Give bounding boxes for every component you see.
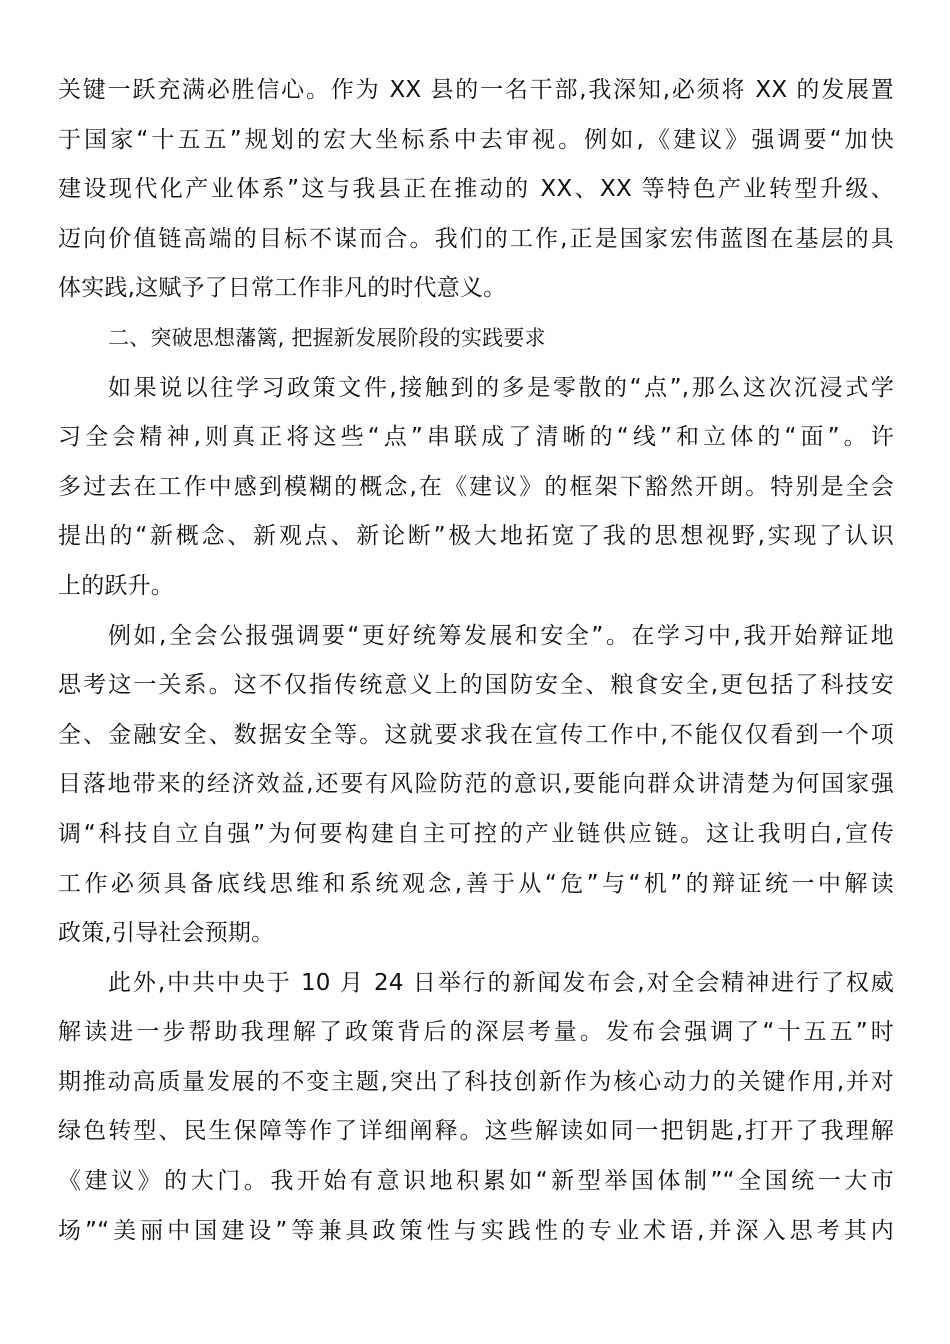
text-line: 思考这一关系。这不仅指传统意义上的国防安全、粮食安全,更包括了科技安 <box>58 672 894 699</box>
paragraph-continuation <box>58 66 894 314</box>
text-line: 调“科技自立自强”为何要构建自主可控的产业链供应链。这让我明白,宣传 <box>58 820 894 847</box>
text-line: 于国家“十五五”规划的宏大坐标系中去审视。例如,《建议》强调要“加快 <box>58 126 894 153</box>
text-line: 体实践,这赋予了日常工作非凡的时代意义。 <box>58 275 507 302</box>
text-line: 目落地带来的经济效益,还要有风险防范的意识,要能向群众讲清楚为何国家强 <box>58 771 894 798</box>
text-line: 如果说以往学习政策文件,接触到的多是零散的“点”,那么这次沉浸式学 <box>108 374 894 401</box>
text-line: 此外,中共中央于 10 月 24 日举行的新闻发布会,对全会精神进行了权威 <box>108 969 894 996</box>
text-line: 政策,引导社会预期。 <box>58 920 275 947</box>
section-heading <box>58 314 894 364</box>
document-page <box>58 66 894 1256</box>
text-line: 场”“美丽中国建设”等兼具政策性与实践性的专业术语,并深入思考其内 <box>58 1217 894 1244</box>
text-line: 例如,全会公报强调要“更好统筹发展和安全”。在学习中,我开始辩证地 <box>108 622 894 649</box>
text-line: 《建议》的大门。我开始有意识地积累如“新型举国体制”“全国统一大市 <box>58 1168 894 1195</box>
text-line: 上的跃升。 <box>58 572 174 599</box>
text-line: 期推动高质量发展的不变主题,突出了科技创新作为核心动力的关键作用,并对 <box>58 1068 894 1095</box>
paragraph <box>58 612 894 959</box>
text-line: 工作必须具备底线思维和系统观念,善于从“危”与“机”的辩证统一中解读 <box>58 870 894 897</box>
text-line: 多过去在工作中感到模糊的概念,在《建议》的框架下豁然开朗。特别是全会 <box>58 473 894 500</box>
paragraph <box>58 959 894 1257</box>
text-line: 全、金融安全、数据安全等。这就要求我在宣传工作中,不能仅仅看到一个项 <box>58 721 894 748</box>
text-line: 迈向价值链高端的目标不谋而合。我们的工作,正是国家宏伟蓝图在基层的具 <box>58 225 894 252</box>
text-line: 关键一跃充满必胜信心。作为 XX 县的一名干部,我深知,必须将 XX 的发展置 <box>58 77 894 103</box>
text-line: 习全会精神,则真正将这些“点”串联成了清晰的“线”和立体的“面”。许 <box>58 424 894 451</box>
text-line: 绿色转型、民生保障等作了详细阐释。这些解读如同一把钥匙,打开了我理解 <box>58 1118 894 1145</box>
text-line: 提出的“新概念、新观点、新论断”极大地拓宽了我的思想视野,实现了认识 <box>58 523 894 550</box>
text-line: 建设现代化产业体系”这与我县正在推动的 XX、XX 等特色产业转型升级、 <box>58 176 894 203</box>
heading-text: 二、突破思想藩篱, 把握新发展阶段的实践要求 <box>108 325 546 350</box>
paragraph <box>58 364 894 612</box>
text-line: 解读进一步帮助我理解了政策背后的深层考量。发布会强调了“十五五”时 <box>58 1019 894 1046</box>
